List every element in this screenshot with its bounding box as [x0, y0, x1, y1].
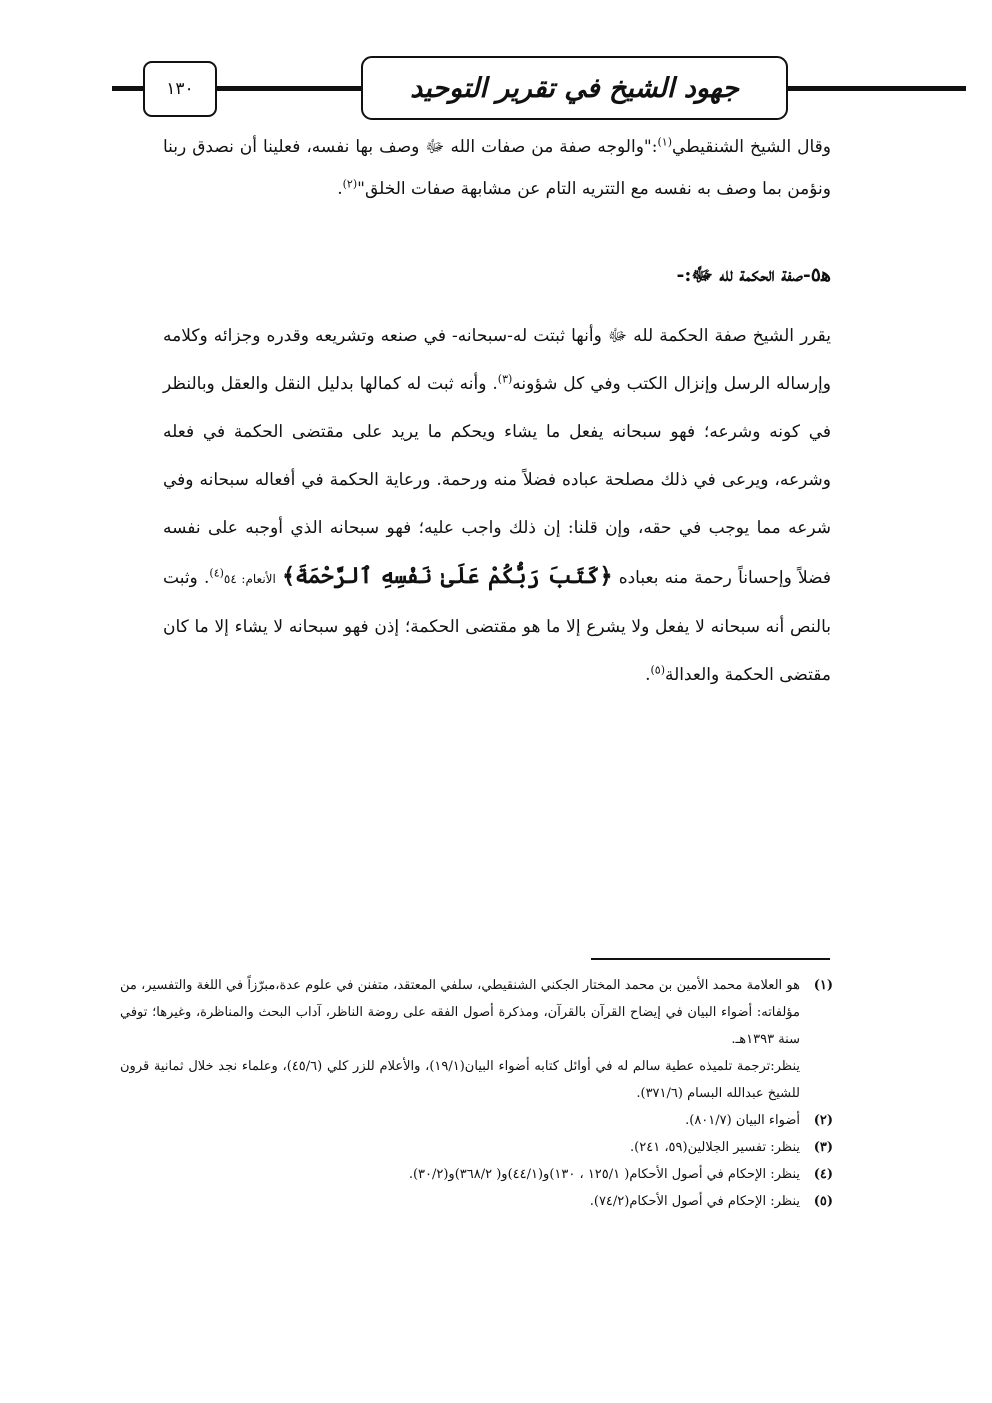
- footnote-text: ينظر: الإحكام في أصول الأحكام( ١٢٥/١ ، ١٣٠)و(٤٤/١)و( ٣٦٨/٢)و(٣٠/٢).: [408, 1167, 800, 1182]
- verse-reference: الأنعام: ٥٤: [223, 572, 276, 586]
- page-number: ١٣٠: [143, 61, 217, 117]
- running-title: جهود الشيخ في تقرير التوحيد: [361, 56, 788, 120]
- footnote-number: (٥): [813, 1194, 833, 1209]
- footnotes: [120, 972, 833, 1215]
- footnote-3: [120, 1134, 833, 1161]
- paragraph-1-text-c: .: [337, 179, 343, 199]
- footnote-2: [120, 1107, 833, 1134]
- footnote-ref-4: (٤): [209, 566, 224, 580]
- footnote-text: هو العلامة محمد الأمين بن محمد المختار الجكني الشنقيطي، سلفي المعتقد، متفنن في علوم عدة،مبرّزاً في اللغة والتفسير، من مؤلفاته: أضواء البيان في إيضاح القرآن بالقرآن، ومذكرة أصول الفقه على روضة الناظر، آداب البحث والمناظرة، وغيرها؛ توفي سنة ١٣٩٣هـ.: [120, 978, 800, 1047]
- paragraph-1: [163, 126, 831, 210]
- footnote-ref-2: (٢): [342, 177, 358, 191]
- paragraph-2-text-c: . وثبت بالنص أنه سبحانه لا يفعل ولا يشرع إلا ما هو مقتضى الحكمة؛ إذن فهو سبحانه لا يشاء إلا ما كان مقتضى الحكمة والعدالة: [163, 568, 831, 685]
- paragraph-1-text-a: وقال الشيخ الشنقيطي: [671, 137, 832, 157]
- paragraph-2: [163, 312, 831, 699]
- footnote-number: (٢): [813, 1113, 833, 1128]
- paragraph-2-text-a: يقرر الشيخ صفة الحكمة لله ﷻ وأنها ثبتت له-سبحانه- في صنعه وتشريعه وقدره وجزائه وكلامه وإرساله الرسل وإنزال الكتب وفي كل شؤونه: [163, 326, 831, 394]
- footnote-1: [120, 972, 833, 1053]
- footnote-number: (١): [813, 978, 833, 993]
- footnote-ref-5: (٥): [650, 663, 665, 677]
- footnote-text: أضواء البيان (٨٠١/٧).: [685, 1113, 800, 1128]
- section-heading: ﻫ٥-صفة الحكمة لله ﷻ:-: [676, 264, 831, 286]
- footnote-1-continuation: ينظر:ترجمة تلميذه عطية سالم له في أوائل كتابه أضواء البيان(١٩/١)، والأعلام للزر كلي (٤٥/٦)، وعلماء نجد خلال ثمانية قرون للشيخ عبدالله البسام (٣٧١/٦).: [120, 1059, 801, 1101]
- footnote-text: ينظر: تفسير الجلالين(٥٩، ٢٤١).: [630, 1140, 800, 1155]
- paragraph-1-text-b: :"والوجه صفة من صفات الله ﷻ وصف بها نفسه، فعلينا أن نصدق ربنا ونؤمن بما وصف به نفسه مع التتريه التام عن مشابهة صفات الخلق": [163, 137, 831, 199]
- footnote-4: [120, 1161, 833, 1188]
- footnote-separator: [591, 958, 830, 960]
- footnote-5: [120, 1188, 833, 1215]
- footnote-text: ينظر: الإحكام في أصول الأحكام(٧٤/٢).: [589, 1194, 800, 1209]
- quran-verse: ﴿كَتَبَ رَبُّكُمْ عَلَىٰ نَفْسِهِ ٱلرَّحْمَةَ﴾: [282, 563, 613, 589]
- paragraph-2-text-d: .: [645, 665, 651, 685]
- footnote-ref-3: (٣): [497, 372, 513, 386]
- paragraph-2-text-b: . وأنه ثبت له كمالها بدليل النقل والعقل وبالنظر في كونه وشرعه؛ فهو سبحانه يفعل ما يشاء ويحكم ما يريد على مقتضى الحكمة في فعله وشرعه، ويرعى في ذلك مصلحة عباده فضلاً منه ورحمة. ورعاية الحكمة في أفعاله سبحانه وفي شرعه مما يوجب في حقه، وإن قلنا: إن ذلك واجب عليه؛ فهو سبحانه الذي أوجبه على نفسه فضلاً وإحساناً رحمة منه بعباده: [163, 374, 832, 588]
- footnote-number: (٤): [813, 1167, 833, 1182]
- footnote-number: (٣): [813, 1140, 833, 1155]
- footnote-ref-1: (١): [657, 135, 672, 149]
